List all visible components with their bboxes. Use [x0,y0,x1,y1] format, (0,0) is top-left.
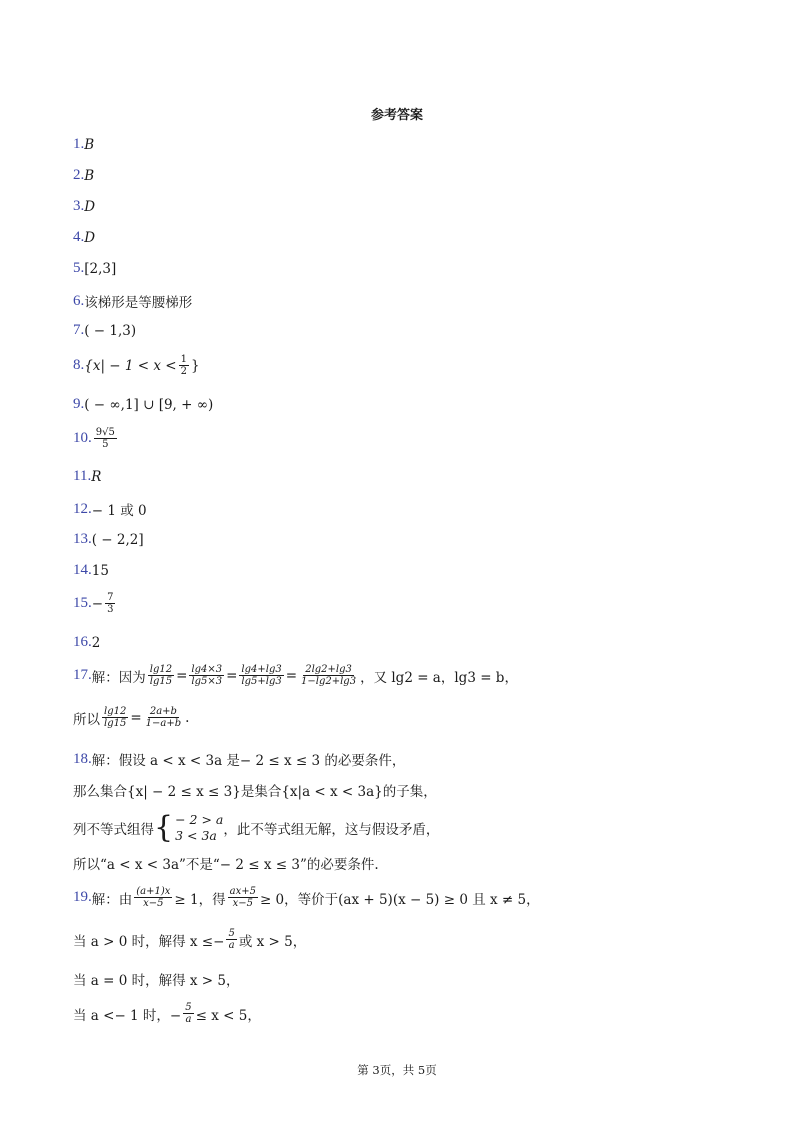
answer-13 [73,531,144,548]
numerator: (a+1)x [136,886,171,897]
answer-text: 列不等式组得 [73,821,154,838]
answer-number: 11. [73,468,92,484]
fraction [134,886,172,909]
numerator: ax+5 [229,886,256,897]
numerator: 5 [185,1002,192,1013]
denominator: x−5 [143,898,164,909]
page-footer: 第 3页，共 5页 [357,1063,437,1077]
answer-number: 4. [73,229,85,245]
answer-19-line-4 [73,1002,261,1025]
answer-text: 15 [91,562,109,579]
denominator: 5 [102,439,109,450]
answer-number: 18. [73,750,92,767]
fraction [144,706,183,729]
answer-number: 7. [73,322,85,338]
numerator: 1 [180,354,187,365]
left-brace-icon: { [154,809,174,845]
numerator: lg12 [149,664,173,675]
answer-text: ，此不等式组无解，这与假设矛盾， [223,821,440,838]
answer-text: 该梯形是等腰梯形 [84,295,193,311]
inequality-rows [175,812,223,843]
inequality-system [154,809,224,845]
answer-number: 17. [73,667,92,683]
answer-number: 6. [73,292,85,309]
answer-text: 所以“a < x < 3a”不是“− 2 ≤ x ≤ 3”的必要条件. [73,857,379,873]
answer-text: 当 a > 0 时，解得 x ≤− [73,933,225,950]
equals: = [176,667,188,684]
answer-12 [73,499,147,519]
fraction [102,706,128,729]
answer-2 [73,167,94,184]
fraction [239,664,283,687]
answer-text: {x| − 1 < x < [84,357,177,374]
answer-text: D [84,229,96,246]
answer-text: ≥ 0，等价于(ax + 5)(x − 5) ≥ 0 且 x ≠ 5， [259,891,540,908]
answer-text: 所以 [73,711,100,728]
numerator: 7 [107,592,114,603]
answer-17-line-2 [73,706,189,729]
denominator: lg15 [104,718,127,729]
answer-text: − 1 或 0 [91,503,147,519]
answer-number: 19. [73,889,92,905]
answer-text: ( − ∞,1] ∪ [9, + ∞) [84,396,214,413]
answer-text: 当 a = 0 时，解得 x > 5， [73,973,240,989]
answer-16 [73,634,100,651]
answer-text: B [84,167,95,184]
fraction [189,664,224,687]
answer-text: 那么集合{x| − 2 ≤ x ≤ 3}是集合{x|a < x < 3a}的子集， [73,784,437,800]
answer-number: 2. [73,167,85,183]
answer-text: [2,3] [84,260,117,277]
answer-text: D [84,198,96,215]
answer-text: R [91,468,102,485]
denominator: 3 [107,604,114,615]
numerator: lg4+lg3 [241,664,282,675]
denominator: lg5+lg3 [241,676,282,687]
fraction [228,886,258,909]
answer-8 [73,354,200,377]
answer-text: 解：因为 [91,669,146,686]
answer-text: − [91,595,104,612]
answer-text: B [84,136,95,153]
answer-number: 3. [73,198,85,214]
answer-text: ≤ x < 5， [195,1007,261,1024]
answer-text: ≥ 1，得 [174,891,226,908]
fraction [183,1002,193,1025]
denominator: lg5×3 [191,676,223,687]
denominator: 1−a+b [145,718,182,729]
answer-18-line-2 [73,780,437,800]
numerator: lg4×3 [191,664,223,675]
equals: = [285,667,298,684]
answer-number: 13. [73,531,92,547]
answer-18-line-1 [73,749,405,769]
answer-7 [73,322,136,339]
answer-text: . [185,709,190,726]
fraction [179,354,189,377]
answer-text: ( − 2,2] [91,531,144,548]
denominator: a [228,940,235,951]
inequality-row: 3 < 3a [175,827,217,843]
fraction [105,592,115,615]
numerator: 5 [228,928,235,939]
answer-text: 或 x > 5， [238,933,307,950]
answer-text: 解：由 [91,891,133,908]
numerator: 2lg2+lg3 [305,664,352,675]
answer-text: 解：假设 a < x < 3a 是− 2 ≤ x ≤ 3 的必要条件， [91,753,406,769]
denominator: x−5 [232,898,253,909]
denominator: lg15 [149,676,173,687]
answer-number: 5. [73,260,85,276]
answer-text: ( − 1,3) [84,322,137,339]
answer-19-line-3 [73,969,240,989]
answer-4 [73,229,95,246]
answer-number: 16. [73,634,92,650]
fraction [148,664,174,687]
equals: = [130,709,142,726]
answer-5 [73,260,116,277]
answer-19-line-2 [73,928,306,951]
answer-number: 15. [73,595,92,611]
fraction [226,928,236,951]
answer-1 [73,136,94,153]
page-title: 参考答案 [370,108,423,123]
numerator: 2a+b [149,706,177,717]
answer-text: ，又 lg2 = a，lg3 = b， [360,669,518,686]
denominator: 2 [180,366,187,377]
answer-text: 当 a <− 1 时，− [73,1007,182,1024]
answer-text: } [190,357,200,374]
answer-14 [73,562,109,579]
answer-10 [73,427,119,450]
answer-number: 14. [73,562,92,578]
answer-17-line-1 [73,664,518,687]
equals: = [226,667,238,684]
numerator: 9√5 [95,427,115,438]
answer-number: 12. [73,500,92,517]
answer-18-line-4 [73,853,379,873]
answer-3 [73,198,95,215]
inequality-row: − 2 > a [175,812,224,827]
answer-text: 2 [91,634,101,651]
answer-number: 8. [73,357,85,373]
answer-number: 1. [73,136,85,152]
answer-9 [73,396,213,413]
answer-number: 9. [73,396,85,412]
numerator: lg12 [104,706,127,717]
answer-6 [73,291,192,311]
answer-15 [73,592,117,615]
denominator: a [185,1014,192,1025]
fraction [299,664,358,687]
answer-19-line-1 [73,886,540,909]
fraction [94,427,117,450]
answer-number: 10. [73,430,92,446]
answer-18-line-3 [73,809,440,845]
answer-11 [73,468,101,485]
denominator: 1−lg2+lg3 [301,676,357,687]
